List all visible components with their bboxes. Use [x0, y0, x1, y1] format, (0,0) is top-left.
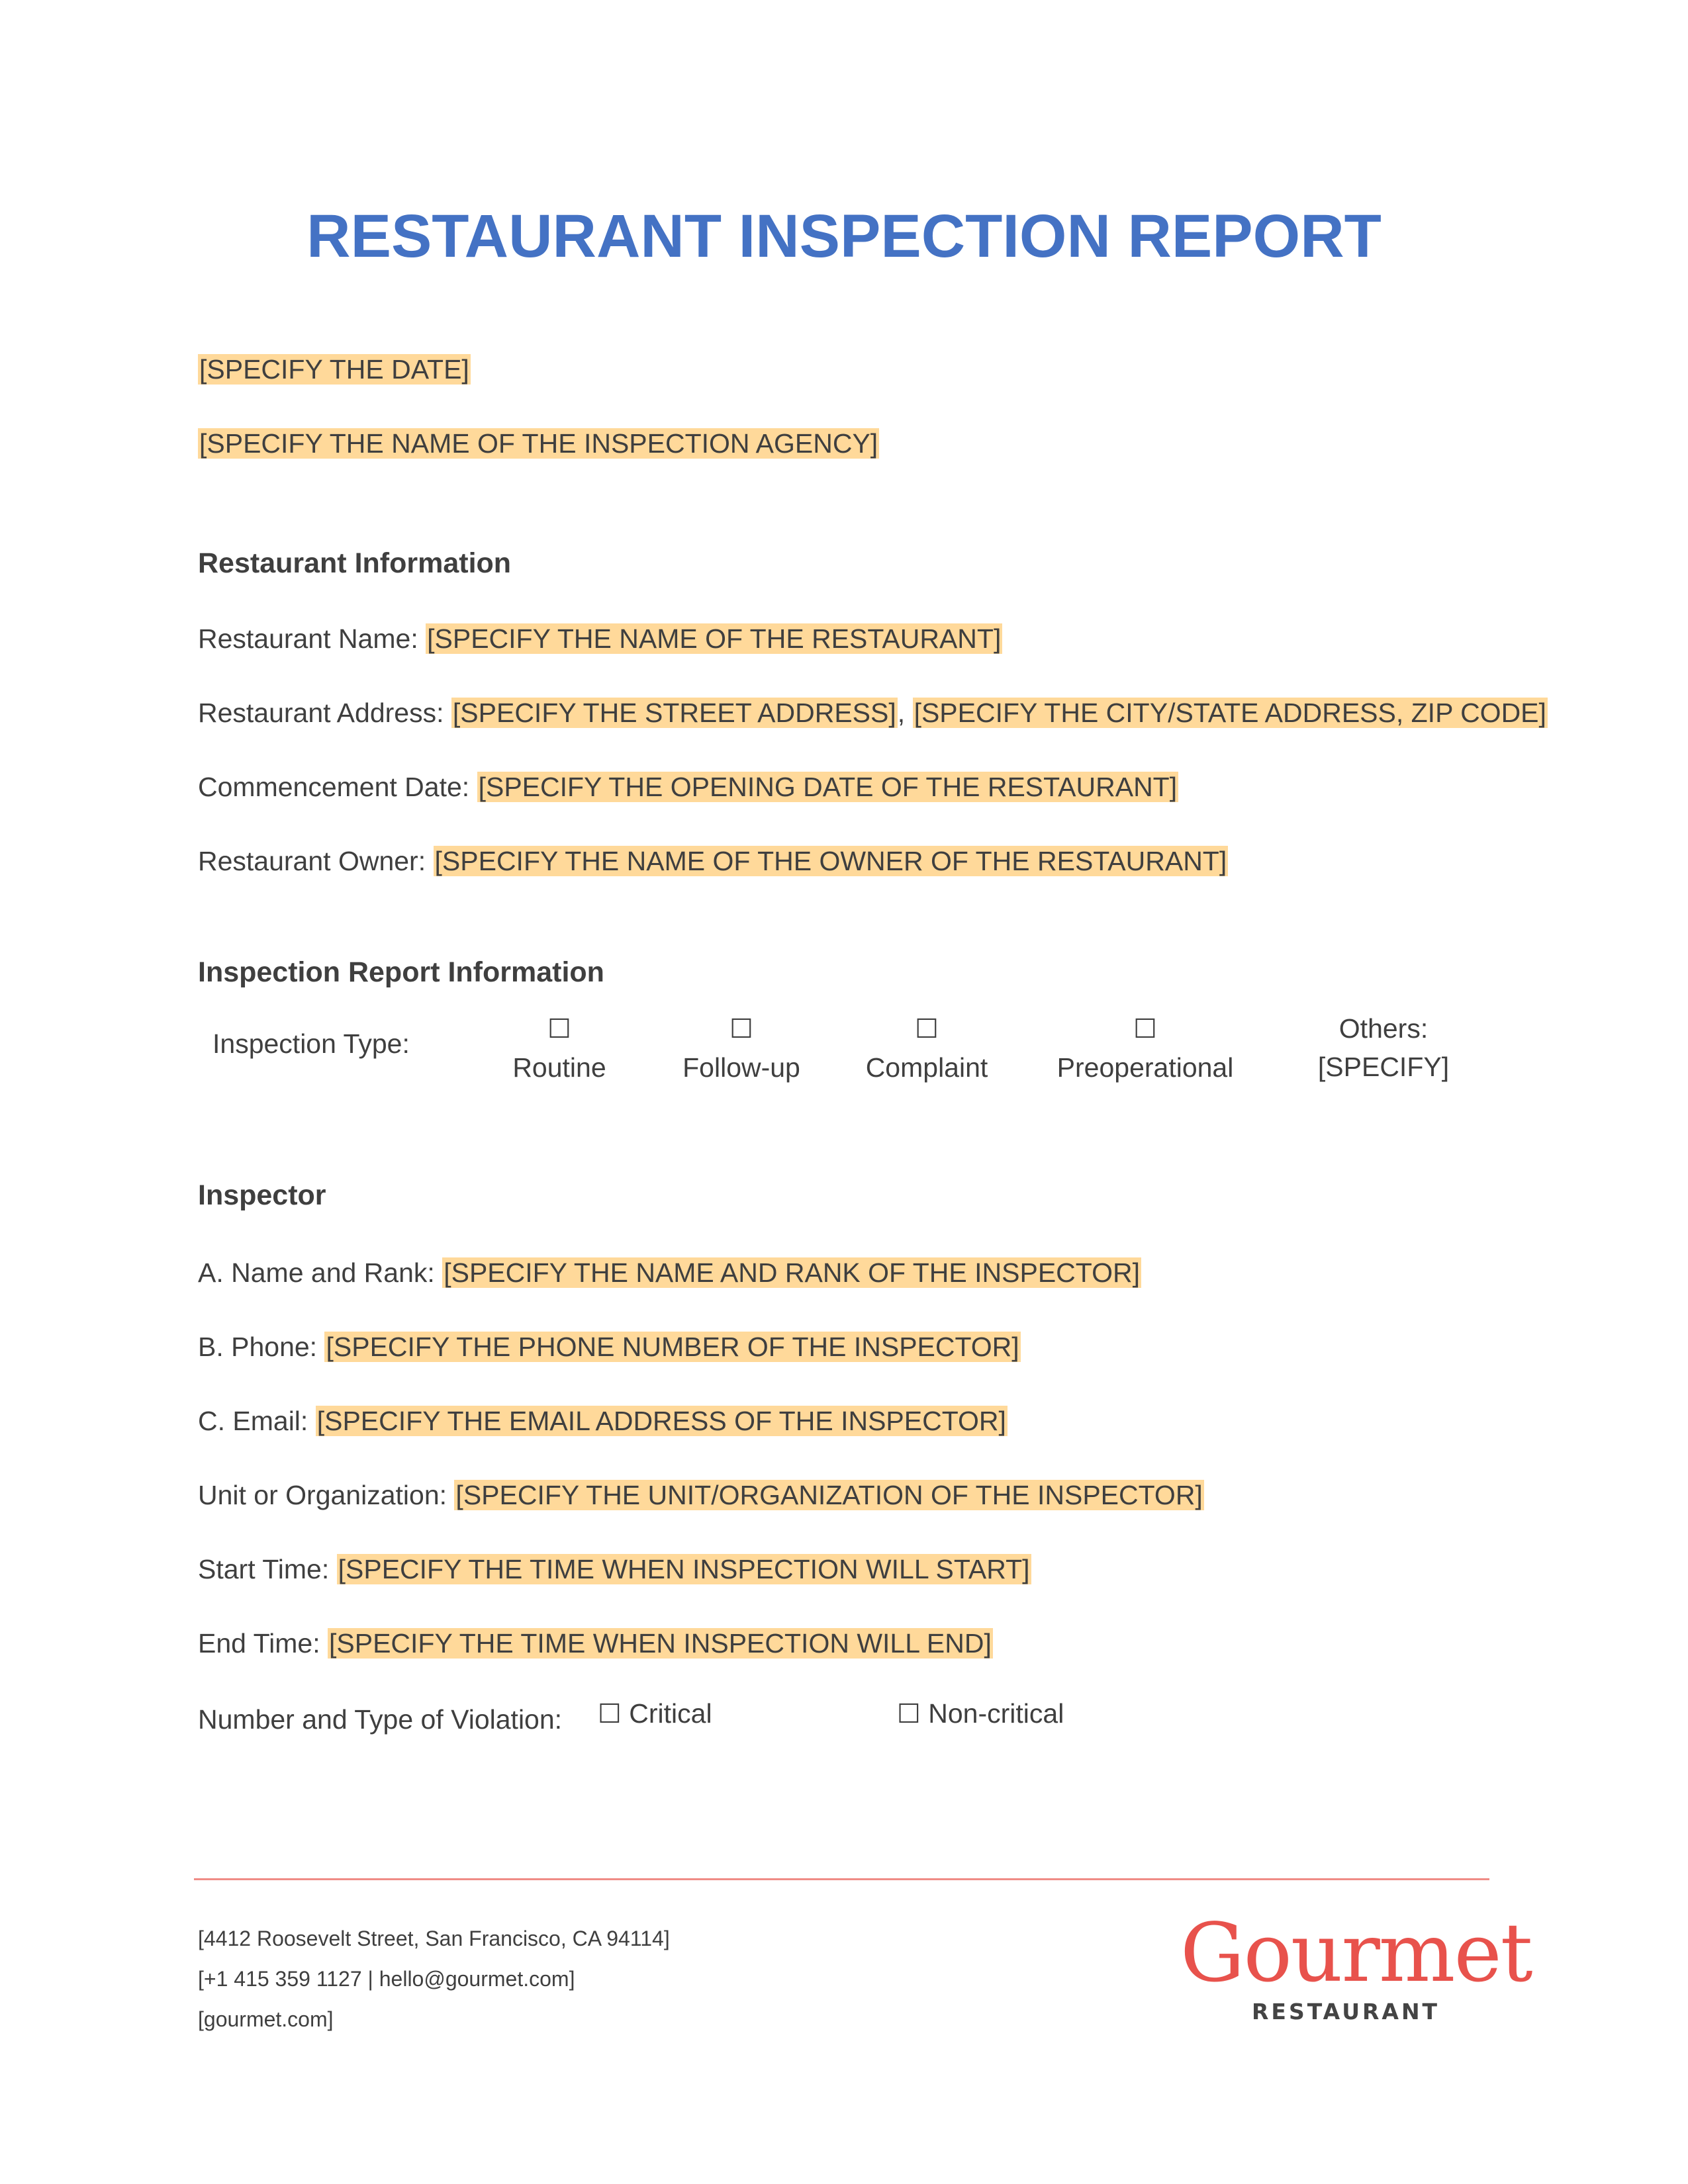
restaurant-owner-label: Restaurant Owner:	[198, 846, 426, 876]
start-time-field[interactable]: [SPECIFY THE TIME WHEN INSPECTION WILL START]	[338, 1554, 1030, 1584]
end-time-label: End Time:	[198, 1628, 320, 1659]
inspection-type-label: Inspection Type:	[212, 1028, 410, 1059]
inspector-heading: Inspector	[198, 1179, 326, 1211]
logo-wordmark: Gourmet	[1180, 1906, 1532, 2000]
agency-line	[198, 427, 879, 461]
inspector-phone-label: B. Phone:	[198, 1332, 318, 1362]
commencement-date-field[interactable]: [SPECIFY THE OPENING DATE OF THE RESTAURANT]	[478, 772, 1178, 802]
start-time-row	[198, 1553, 1031, 1586]
city-state-zip-field[interactable]: [SPECIFY THE CITY/STATE ADDRESS, ZIP CODE]	[914, 698, 1546, 728]
violation-noncritical-option[interactable]	[897, 1698, 1064, 1729]
footer-address: [4412 Roosevelt Street, San Francisco, CA 94114]	[198, 1927, 670, 1950]
end-time-row	[198, 1627, 993, 1661]
inspector-unit-field[interactable]: [SPECIFY THE UNIT/ORGANIZATION OF THE INSPECTOR]	[455, 1480, 1203, 1510]
restaurant-owner-field[interactable]: [SPECIFY THE NAME OF THE OWNER OF THE RESTAURANT]	[434, 846, 1227, 876]
option-label: Complaint	[865, 1052, 988, 1083]
inspector-phone-row	[198, 1330, 1021, 1364]
option-label: Preoperational	[1056, 1052, 1234, 1083]
option-follow-up[interactable]	[652, 1009, 831, 1087]
option-preoperational[interactable]	[1033, 1009, 1258, 1087]
restaurant-name-row	[198, 622, 1002, 656]
agency-placeholder[interactable]: [SPECIFY THE NAME OF THE INSPECTION AGENCY]	[199, 428, 878, 459]
footer-website: [gourmet.com]	[198, 2007, 334, 2031]
checkbox-icon[interactable]: ☐	[547, 1014, 571, 1044]
logo-tagline: RESTAURANT	[1252, 1999, 1440, 2025]
checkbox-icon[interactable]: ☐	[598, 1699, 622, 1729]
date-line	[198, 353, 471, 387]
inspector-email-field[interactable]: [SPECIFY THE EMAIL ADDRESS OF THE INSPECTOR]	[316, 1406, 1006, 1436]
restaurant-name-field[interactable]: [SPECIFY THE NAME OF THE RESTAURANT]	[427, 623, 1002, 654]
inspector-email-label: C. Email:	[198, 1406, 308, 1436]
inspector-email-row	[198, 1404, 1008, 1438]
inspector-name-label: A. Name and Rank:	[198, 1257, 435, 1288]
end-time-field[interactable]: [SPECIFY THE TIME WHEN INSPECTION WILL END]	[329, 1628, 992, 1659]
address-separator: ,	[897, 698, 906, 728]
inspector-name-field[interactable]: [SPECIFY THE NAME AND RANK OF THE INSPECTOR]	[444, 1257, 1140, 1288]
option-routine[interactable]	[477, 1009, 642, 1087]
restaurant-address-label: Restaurant Address:	[198, 698, 444, 728]
checkbox-icon[interactable]: ☐	[915, 1014, 939, 1044]
date-placeholder[interactable]: [SPECIFY THE DATE]	[199, 354, 469, 385]
restaurant-address-row	[198, 696, 1548, 730]
option-label: Follow-up	[682, 1052, 800, 1083]
start-time-label: Start Time:	[198, 1554, 330, 1584]
page-title: RESTAURANT INSPECTION REPORT	[306, 203, 1382, 270]
inspector-name-row	[198, 1256, 1141, 1290]
checkbox-icon[interactable]: ☐	[729, 1014, 753, 1044]
others-field[interactable]: [SPECIFY]	[1317, 1052, 1450, 1082]
option-label: Routine	[512, 1052, 606, 1083]
violation-label: Number and Type of Violation:	[198, 1704, 563, 1735]
restaurant-info-heading: Restaurant Information	[198, 547, 512, 579]
street-address-field[interactable]: [SPECIFY THE STREET ADDRESS]	[452, 698, 896, 728]
restaurant-name-label: Restaurant Name:	[198, 623, 418, 654]
violation-critical-option[interactable]	[598, 1698, 712, 1729]
commencement-date-label: Commencement Date:	[198, 772, 470, 802]
footer-contact: [+1 415 359 1127 | hello@gourmet.com]	[198, 1967, 575, 1991]
inspector-phone-field[interactable]: [SPECIFY THE PHONE NUMBER OF THE INSPECTOR]	[326, 1332, 1019, 1362]
violation-critical-label: Critical	[629, 1698, 712, 1729]
inspector-unit-label: Unit or Organization:	[198, 1480, 447, 1510]
inspector-unit-row	[198, 1479, 1204, 1512]
commencement-date-row	[198, 770, 1178, 804]
option-others[interactable]	[1291, 1009, 1476, 1086]
gourmet-logo	[1180, 1906, 1532, 2038]
checkbox-icon[interactable]: ☐	[1133, 1014, 1157, 1044]
footer-divider	[194, 1878, 1489, 1880]
others-label: Others:	[1338, 1013, 1429, 1044]
option-complaint[interactable]	[837, 1009, 1016, 1087]
inspection-report-heading: Inspection Report Information	[198, 956, 604, 988]
checkbox-icon[interactable]: ☐	[897, 1699, 921, 1729]
violation-noncritical-label: Non-critical	[928, 1698, 1064, 1729]
restaurant-owner-row	[198, 844, 1228, 878]
